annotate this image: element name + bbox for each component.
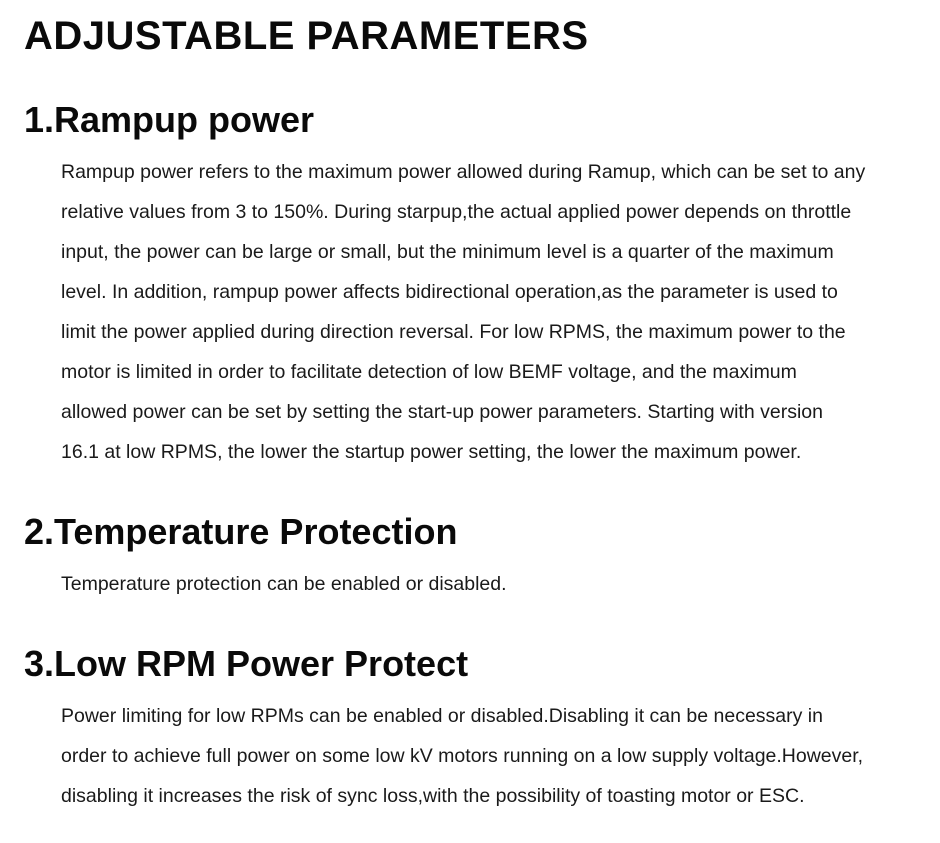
paragraph-line: disabling it increases the risk of sync loss,with the possibility of toasting motor or ESC. (61, 785, 805, 807)
page-title: ADJUSTABLE PARAMETERS (24, 14, 589, 58)
paragraph-line: Rampup power refers to the maximum power allowed during Ramup, which can be set to any (61, 161, 866, 183)
paragraph-line: order to achieve full power on some low kV motors running on a low supply voltage.However, (61, 745, 864, 767)
paragraph-line: level. In addition, rampup power affects bidirectional operation,as the parameter is used to (61, 281, 838, 303)
paragraph-line: allowed power can be set by setting the start-up power parameters. Starting with version (61, 401, 823, 423)
section-heading-temperature-protection: 2.Temperature Protection (24, 511, 458, 552)
paragraph-line: motor is limited in order to facilitate detection of low BEMF voltage, and the maximum (61, 361, 797, 383)
paragraph-line: 16.1 at low RPMS, the lower the startup power setting, the lower the maximum power. (61, 441, 802, 463)
section-body-temperature-protection (61, 564, 931, 604)
paragraph-line: limit the power applied during direction reversal. For low RPMS, the maximum power to the (61, 321, 846, 343)
section-body-low-rpm-power-protect (61, 696, 931, 816)
section-body-rampup-power (61, 152, 931, 472)
paragraph-line: relative values from 3 to 150%. During starpup,the actual applied power depends on throttle (61, 201, 852, 223)
paragraph-line: Power limiting for low RPMs can be enabled or disabled.Disabling it can be necessary in (61, 705, 823, 727)
section-heading-rampup-power: 1.Rampup power (24, 99, 315, 140)
paragraph-line: Temperature protection can be enabled or disabled. (61, 573, 507, 595)
section-heading-low-rpm-power-protect: 3.Low RPM Power Protect (24, 643, 469, 684)
paragraph-line: input, the power can be large or small, but the minimum level is a quarter of the maximum (61, 241, 834, 263)
